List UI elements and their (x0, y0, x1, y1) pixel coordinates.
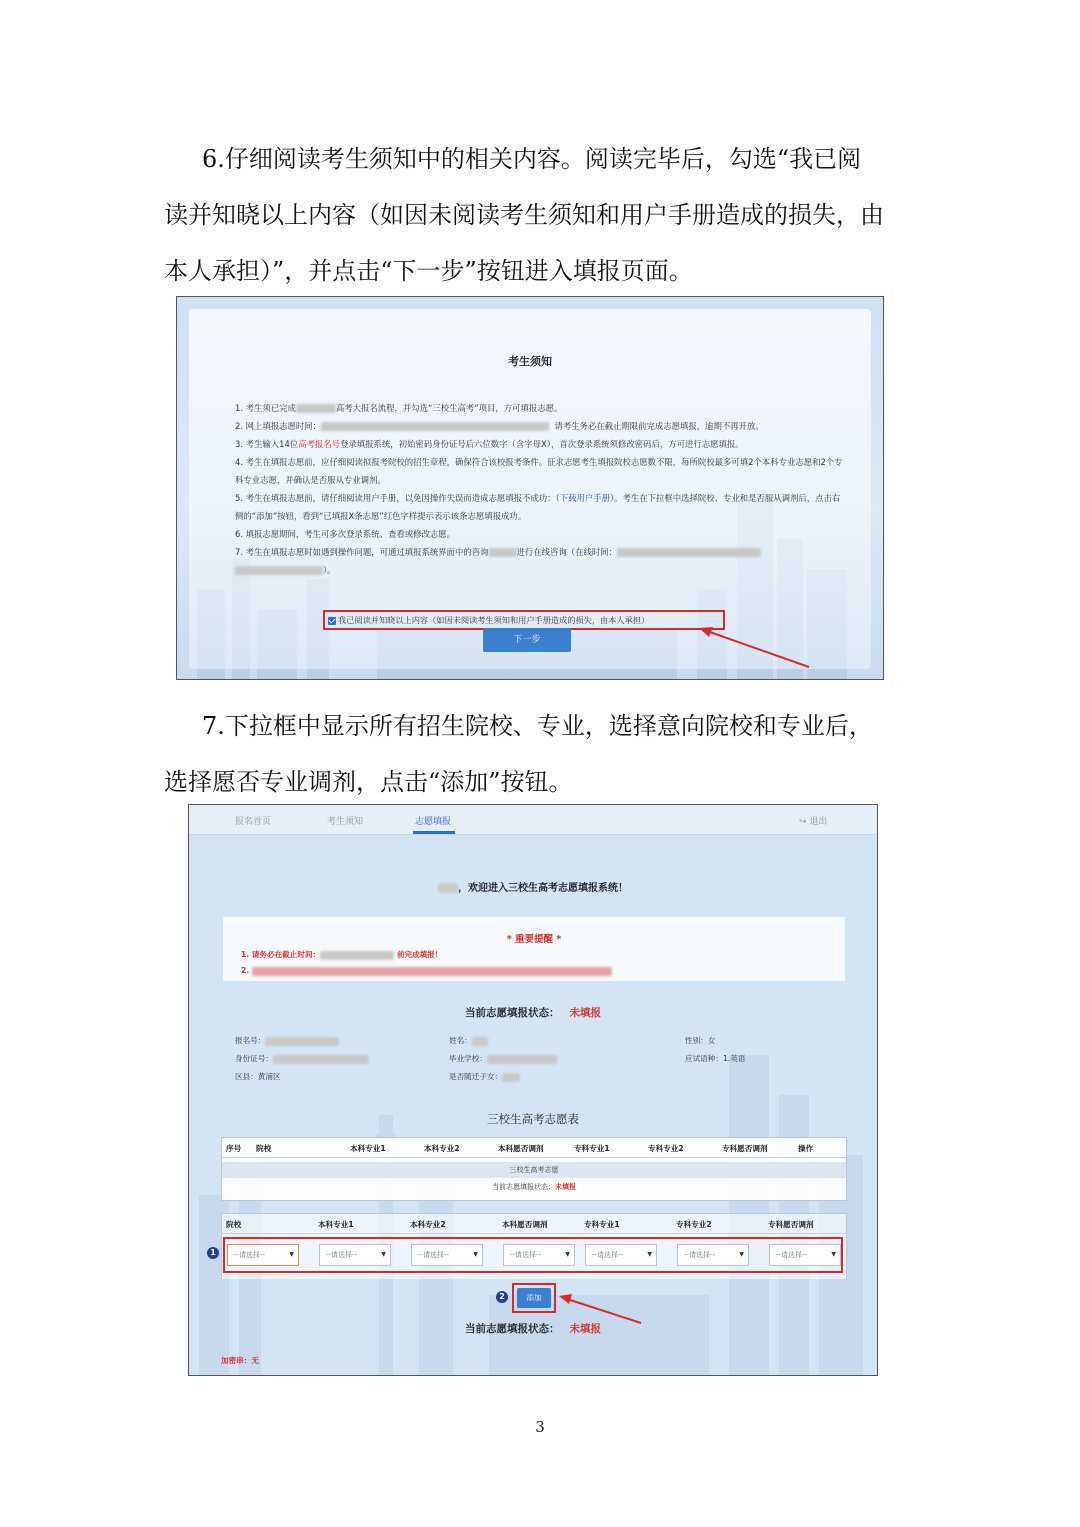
caret-icon: ▼ (381, 1251, 386, 1258)
bachelor-major2-select[interactable]: --请选择-- ▼ (411, 1244, 483, 1266)
reminder-line-2: 2. (241, 966, 612, 976)
agree-checkbox[interactable] (328, 617, 336, 625)
notice-list (235, 399, 847, 579)
active-tab-underline (413, 831, 455, 834)
notice-screenshot (176, 296, 884, 680)
encryption-string: 加密串：无 (221, 1356, 259, 1365)
step6-line2: 读并知晓以上内容（如因未阅读考生须知和用户手册造成的损失，由 (164, 201, 884, 229)
school-field: 毕业学校： (449, 1053, 557, 1064)
next-step-button[interactable]: 下一步 (483, 628, 571, 652)
agree-label: 我已阅读并知晓以上内容（如因未阅读考生须知和用户手册造成的损失，由本人承担） (338, 615, 650, 625)
notice-item-1: 1. 考生须已完成 高考大报名流程，并勾选“三校生高考”项目，方可填报志愿。 (235, 403, 563, 413)
college-adjust-select[interactable]: --请选择-- ▼ (769, 1244, 841, 1266)
migrant-field: 是否随迁子女： (449, 1071, 520, 1082)
step6-line1: 6.仔细阅读考生须知中的相关内容。阅读完毕后，勾选“我已阅 (202, 145, 862, 173)
add-button[interactable]: 添加 (517, 1288, 551, 1308)
notice-item-6: 6. 填报志愿期间，考生可多次登录系统、查看或修改志愿。 (235, 529, 456, 539)
college-major2-select[interactable]: --请选择-- ▼ (677, 1244, 749, 1266)
step7-line1: 7.下拉框中显示所有招生院校、专业，选择意向院校和专业后， (202, 712, 873, 740)
bachelor-major1-select[interactable]: --请选择-- ▼ (319, 1244, 391, 1266)
pointer-arrow (697, 623, 817, 673)
top-navbar (189, 805, 877, 835)
volunteer-table (221, 1137, 847, 1201)
reminder-title: * 重要提醒 * (506, 934, 562, 945)
notice-title: 考生须知 (508, 355, 552, 368)
caret-icon: ▼ (739, 1251, 744, 1258)
caret-icon: ▼ (289, 1251, 294, 1258)
filing-status-bottom: 当前志愿填报状态： 未填报 (465, 1323, 601, 1335)
step7-paragraph (164, 698, 920, 810)
table-group-row: 三校生高考志愿 (222, 1162, 846, 1178)
table-status-row: 当前志愿填报状态：未填报 (492, 1183, 576, 1191)
caret-icon: ▼ (831, 1251, 836, 1258)
reminder-panel (223, 917, 845, 981)
reg-no-field: 报名号： (235, 1035, 339, 1046)
notice-item-5: 5. 考生在填报志愿前，请仔细阅读用户手册，以免因操作失误而造成志愿填报不成功：（下载用户手册）。考生在下拉框中选择院校、专业和是否服从调剂后，点击右侧的“添加”按钮，看到“已填报X条志愿”红色字样提示表示该条志愿填报成功。 (235, 493, 841, 521)
step6-paragraph (164, 131, 920, 299)
logout-button[interactable]: ↪ 退出 (799, 817, 828, 827)
nav-notice[interactable]: 考生须知 (327, 817, 364, 827)
step-badge-2: 2 (496, 1291, 508, 1303)
reminder-line-1: 1. 请务必在截止时间： 前完成填报！ (241, 950, 443, 959)
caret-icon: ▼ (565, 1251, 570, 1258)
welcome-text: ，欢迎进入三校生高考志愿填报系统！ (189, 879, 877, 894)
filing-screenshot (188, 804, 878, 1376)
volunteer-table-title: 三校生高考志愿表 (487, 1112, 579, 1126)
download-manual-link[interactable]: 下载用户手册 (559, 493, 610, 503)
district-field: 区县：黄浦区 (235, 1072, 281, 1081)
notice-item-2: 2. 网上填报志愿时间： 请考生务必在截止期限前完成志愿填报，逾期不再开放。 (235, 421, 764, 431)
select-table-header: 院校 本科专业1 本科专业2 本科愿否调剂 专科专业1 专科专业2 专科愿否调剂 (222, 1214, 846, 1234)
volunteer-table-header: 序号 院校 本科专业1 本科专业2 本科愿否调剂 专科专业1 专科专业2 专科愿否调剂 操作 (222, 1138, 846, 1158)
notice-item-7: 7. 考生在填报志愿时如遇到操作问题，可通过填报系统界面中的咨询 进行在线咨询（在线时间： ）。 (235, 543, 847, 579)
step6-line3: 本人承担）”，并点击“下一步”按钮进入填报页面。 (164, 257, 693, 285)
agree-checkbox-row[interactable] (323, 610, 725, 630)
gender-field: 性别：女 (685, 1036, 716, 1045)
notice-item-4: 4. 考生在填报志愿前，应仔细阅读拟报考院校的招生章程，确保符合该校报考条件。征求志愿考生填报院校志愿数不限，每所院校最多可填2个本科专业志愿和2个专科专业志愿，并确认是否服从专业调剂。 (235, 457, 843, 485)
id-no-field: 身份证号： (235, 1053, 369, 1064)
select-row (223, 1237, 843, 1273)
notice-item-3: 3. 考生输入14位高考报名号登录填报系统，初始密码身份证号后六位数字（含字母X），首次登录系统须修改密码后，方可进行志愿填报。 (235, 439, 744, 449)
school-select[interactable]: --请选择-- ▼ (227, 1244, 299, 1266)
name-field: 姓名： (449, 1035, 488, 1046)
caret-icon: ▼ (647, 1251, 652, 1258)
caret-icon: ▼ (473, 1251, 478, 1258)
nav-home[interactable]: 报名首页 (235, 817, 272, 827)
page-number: 3 (535, 1418, 545, 1436)
logout-icon: ↪ (799, 817, 807, 827)
nav-filing[interactable]: 志愿填报 (415, 817, 452, 827)
college-major1-select[interactable]: --请选择-- ▼ (585, 1244, 657, 1266)
filing-status-top: 当前志愿填报状态： 未填报 (465, 1007, 601, 1019)
language-field: 应试语种：1.英语 (685, 1054, 746, 1063)
bachelor-adjust-select[interactable]: --请选择-- ▼ (503, 1244, 575, 1266)
step-badge-1: 1 (207, 1247, 219, 1259)
add-button-highlight (512, 1283, 556, 1313)
step7-line2: 选择愿否专业调剂，点击“添加”按钮。 (164, 768, 573, 796)
